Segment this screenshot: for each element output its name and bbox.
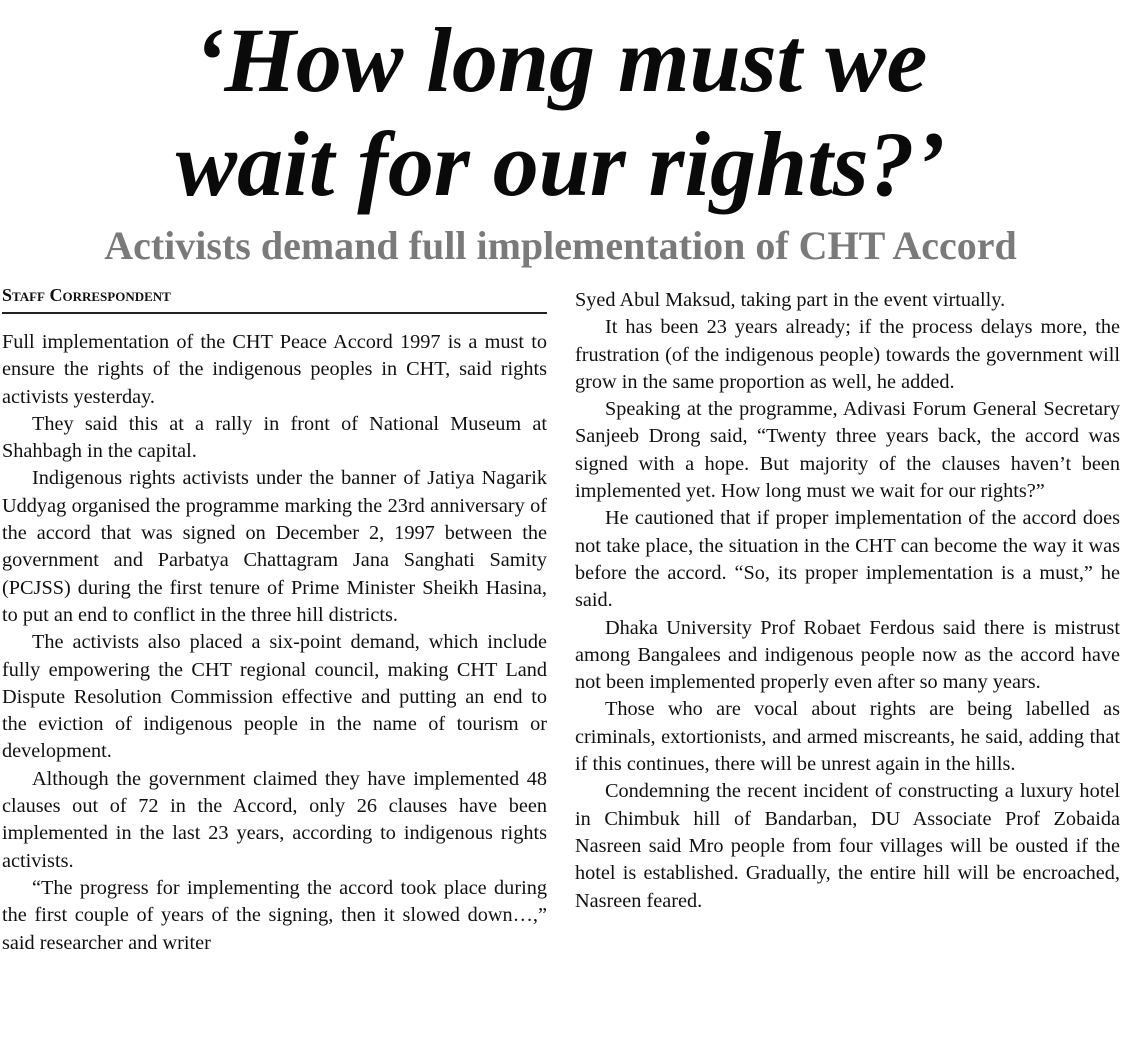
subheadline: Activists demand full implementation of CHT Accord — [104, 223, 1017, 268]
paragraph: “The progress for implementing the accord took place during the first couple of years of the signing, then it slowed down…,” said researcher and writer — [2, 876, 547, 954]
paragraph: Full implementation of the CHT Peace Accord 1997 is a must to ensure the rights of the indigenous peoples in CHT, said rights activists yesterday. — [2, 331, 547, 408]
paragraph: Indigenous rights activists under the banner of Jatiya Nagarik Uddyag organised the programme marking the 23rd anniversary of the accord that was signed on December 2, 1997 between the government and Parbatya Chattagram Jana Sanghati Samity (PCJSS) during the first tenure of Prime Minister Sheikh Hasina, to put an end to conflict in the three hill districts. — [2, 467, 547, 626]
article-column-left — [2, 329, 547, 957]
headline-line-1: ‘How long must we — [193, 9, 928, 111]
paragraph: They said this at a rally in front of National Museum at Shahbagh in the capital. — [2, 412, 547, 463]
byline: Staff Correspondent — [2, 284, 547, 314]
paragraph: It has been 23 years already; if the process delays more, the frustration (of the indigenous people) towards the government will grow in the same proportion as well, he added. — [575, 316, 1120, 393]
headline-line-2: wait for our rights?’ — [175, 113, 946, 215]
article-column-right — [575, 287, 1120, 915]
paragraph: Dhaka University Prof Robaet Ferdous said there is mistrust among Bangalees and indigenous people now as the accord have not been implemented properly even after so many years. — [575, 616, 1120, 694]
paragraph: The activists also placed a six-point demand, which include fully empowering the CHT regional council, making CHT Land Dispute Resolution Commission effective and putting an end to the eviction of indigenous people in the name of tourism or development. — [2, 631, 547, 763]
headline — [0, 8, 1121, 216]
paragraph: Although the government claimed they have implemented 48 clauses out of 72 in the Accord, only 26 clauses have been implemented in the last 23 years, according to indigenous rights activists. — [2, 767, 547, 872]
paragraph: Condemning the recent incident of constructing a luxury hotel in Chimbuk hill of Bandarban, DU Associate Prof Zobaida Nasreen said Mro people from four villages will be ousted if the hotel is established. Gradually, the entire hill will be encroached, Nasreen feared. — [575, 780, 1120, 912]
paragraph: Speaking at the programme, Adivasi Forum General Secretary Sanjeeb Drong said, “Twenty three years back, the accord was signed with a hope. But majority of the clauses haven’t been implemented yet. How long must we wait for our rights?” — [575, 398, 1120, 503]
paragraph: Those who are vocal about rights are being labelled as criminals, extortionists, and armed miscreants, he said, adding that if this continues, there will be unrest again in the hills. — [575, 698, 1120, 776]
paragraph-continued: Syed Abul Maksud, taking part in the event virtually. — [575, 289, 1006, 311]
paragraph: He cautioned that if proper implementation of the accord does not take place, the situation in the CHT can become the way it was before the accord. “So, its proper implementation is a must,” he said. — [575, 507, 1120, 612]
